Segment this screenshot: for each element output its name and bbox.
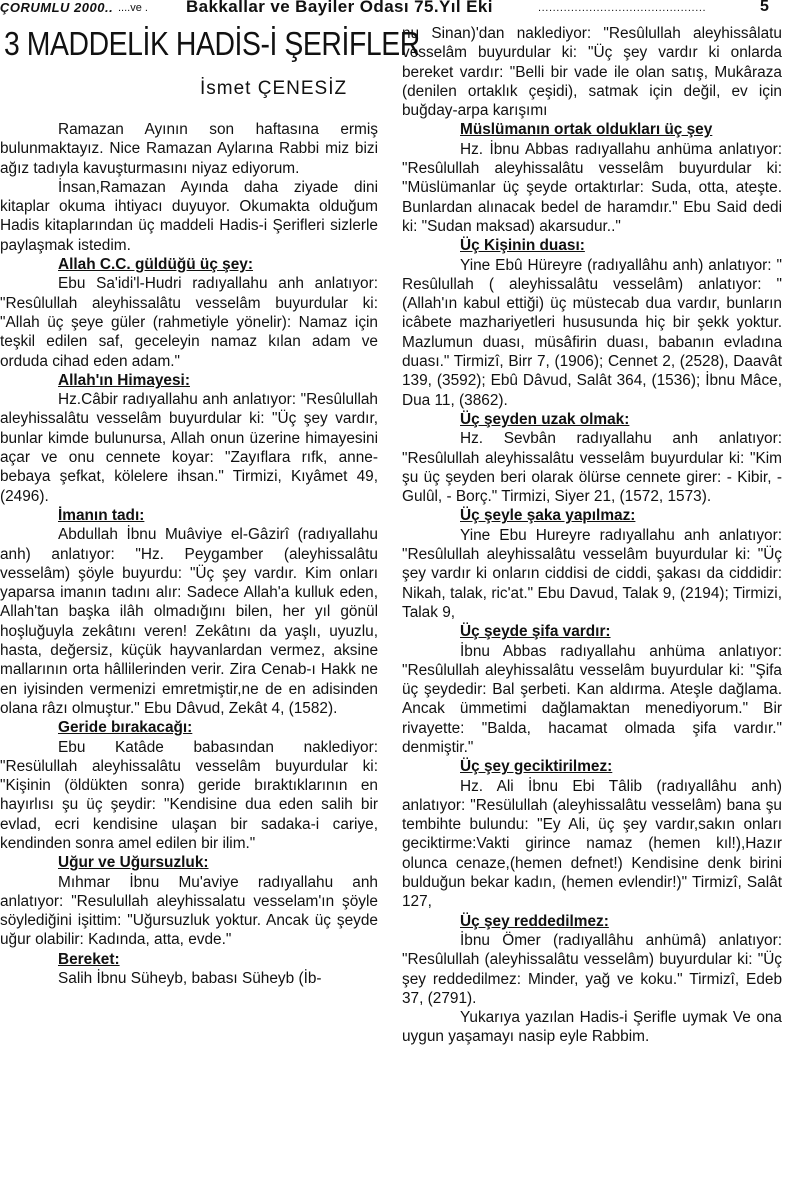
header-title: Bakkallar ve Bayiler Odası 75.Yıl Eki: [186, 0, 493, 16]
section-heading: Üç şeyle şaka yapılmaz:: [460, 507, 636, 525]
paragraph: Abdullah İbnu Muâviye el-Gâzirî (radıyallahu anh) anlatıyor: "Hz. Peygamber (aleyhissalâtu vesselâm) şöyle buyurdu: "Üç şey vardır. Kim onları yaparsa imanın tadını alır: Sadece Allah'a kulluk eden, Allah'tan başka ilâh olmadığını bilen, her yıl gönül hoşluğuyla zekâtını veren! Zekâtını da yaşlı, uyuzlu, hasta, değersiz, küçük hayvanlardan vermez, aksine mallarının orta hâllilerinden verir. Zira Cenab-ı Hakk ne en iyisinden vermenizi emretmiştir,ne de en adisinden olana râzı olmuştur." Ebu Dâvud, Zekât 4, (1582).: [0, 526, 378, 717]
paragraph: Ebu Katâde babasından naklediyor: "Resülullah aleyhissalâtu vesselâm buyurdular ki: "Kişinin (öldükten sonra) geride bıraktıklarının en hayırlısı şu üç şeydir: "Kendisine dua eden salih bir evlad, ecri kendisine ulaşan bir sadaka-i cariye, kendinden sonra amel edilen bir ilim.": [0, 738, 378, 852]
section-heading: Üç şeyde şifa vardır:: [460, 623, 611, 641]
paragraph: Hz. İbnu Abbas radıyallahu anhüma anlatıyor: "Resûlullah aleyhissalâtu vesselâm buyurdular ki: "Müslümanlar üç şeyde ortaktırlar: Suda, otta, ateşte. Bunlardan alınacak bedel de haramdır." Ebu Said dedi ki: "Sudan maksad) akarsudur..": [402, 140, 782, 235]
section-heading: Bereket:: [58, 950, 120, 968]
paragraph: Ramazan Ayının son haftasına ermiş bulunmaktayız. Nice Ramazan Aylarına Rabbi miz bizi ağız tadıyla kavuşturmasını niyaz ediyorum.: [0, 121, 378, 177]
section-heading: İmanın tadı:: [58, 506, 145, 524]
header-dots-left: ....ve .: [118, 2, 148, 14]
paragraph: Ebu Sa'idi'l-Hudri radıyallahu anh anlatıyor: "Resûlullah aleyhissalâtu vesselâm buyurdular ki: "Allah üç şeye güler (rahmetiyle yönelir): Namaz için teşkil edilen saf, geceleyin namaz kılan adam ve orduda cihad eden adam.": [0, 275, 378, 370]
header-dots-right: ..............................................: [538, 2, 707, 14]
paragraph: Hz.Câbir radıyallahu anh anlatıyor: "Resûlullah aleyhissalâtu vesselâm buyurdular ki: "Üç şey vardır, bunlar kimde bulunursa, Allah onun üzerine himayesini açar ve onu cennete koyar: "Zayıflara rıfk, anne-bebaya şefkat, kölelere ihsan." Tirmizi, Kıyâmet 49, (2496).: [0, 391, 378, 505]
newspaper-logo: ÇORUMLU 2000..: [0, 0, 114, 15]
right-column: [402, 24, 782, 1047]
left-column: [0, 120, 378, 988]
paragraph: Salih İbnu Süheyb, babası Süheyb (İb-: [58, 970, 322, 988]
section-heading: Allah'ın Himayesi:: [58, 371, 190, 389]
paragraph: Hz. Sevbân radıyallahu anh anlatıyor: "Resûlullah aleyhissalâtu vesselâm buyurdular ki: "Kim şu üç şeyden beri olarak ölürse cennete girer: - Kibir, - Gulûl, - Borç." Tirmizi, Siyer 21, (1572, 1573).: [402, 430, 782, 506]
paragraph: İnsan,Ramazan Ayında daha ziyade dini kitaplar okuma ihtiyacı duyuyor. Okumakta olduğum Hadis kitaplarından üç maddeli Hadis-i Şerifleri sizlerle paylaşmak istedim.: [0, 178, 378, 254]
section-heading: Üç şeyden uzak olmak:: [460, 410, 630, 428]
paragraph: Yine Ebu Hureyre radıyallahu anh anlatıyor: "Resûlullah aleyhissalâtu vesselâm buyurdular ki: "Üç şey vardır ki onların ciddisi de ciddi, şakası da ciddidir: Nikah, talak, ric'at." Ebu Davud, Talak 9, (2194); Tirmizi, Talak 9,: [402, 526, 782, 621]
section-heading: Uğur ve Uğursuzluk:: [58, 854, 209, 872]
section-heading: Üç Kişinin duası:: [460, 237, 585, 255]
section-heading: Müslümanın ortak oldukları üç şey: [460, 121, 713, 139]
paragraph: Mıhmar İbnu Mu'aviye radıyallahu anh anlatıyor: "Resulullah aleyhissalatu vesselam'ın şöyle söylediğini işittim: "Uğursuzluk yoktur. Ancak üç şeyde uğur olabilir: Kadında, atta, evde.": [0, 873, 378, 949]
section-heading: Üç şey geciktirilmez:: [460, 758, 613, 776]
paragraph: Yine Ebû Hüreyre (radıyallâhu anh) anlatıyor: " Resûlullah ( aleyhissalâtu vesselâm) anlatıyor: "(Allah'ın kabul ettiği) üç müstecab dua vardır, bunların icâbete mazhariyetleri hususunda hiç bir şekk yoktur. Mazlumun duası, müsâfirin duası, babanın evladına duası." Tirmizî, Birr 7, (1906); Cennet 2, (2528), Daavât 139, (3592); Ebû Dâvud, Salât 364, (1536); İbnu Mâce, Dua 11, (3862).: [402, 256, 782, 409]
paragraph: Yukarıya yazılan Hadis-i Şerifle uymak Ve ona uygun yaşamayı nasip eyle Rabbim.: [402, 1009, 782, 1046]
section-heading: Geride bırakacağı:: [58, 719, 193, 737]
article-author: İsmet ÇENESİZ: [200, 78, 348, 99]
section-heading: Allah C.C. güldüğü üç şey:: [58, 256, 253, 274]
paragraph-continued: nu Sinan)'dan naklediyor: "Resûlullah aleyhissâlatu vesselâm buyurdular ki: "Üç şey vardır ki onlarda bereket vardır: "Belli bir vade ile olan satış, Mukâraza (denilen ortaklık çeşidi), satmak için değil, ev için buğday-arpa karışımı: [402, 25, 782, 120]
page-header: [0, 0, 785, 18]
paragraph: İbnu Abbas radıyallahu anhüma anlatıyor: "Resûlullah aleyhissalâtu vesselâm buyurdular ki: "Şifa üç şeydedir: Bal şerbeti. Kan aldırma. Ateşle dağlama. Ancak ümmetimi dağlamaktan menediyorum." Bir rivayette: "Balda, hacamat olmada şifa vardır." denmiştir.": [402, 642, 782, 756]
paragraph: İbnu Ömer (radıyallâhu anhümâ) anlatıyor: "Resûlullah (aleyhissalâtu vesselâm) buyurdular ki: "Üç şey reddedilmez: Minder, yağ ve koku." Tirmizî, Edeb 37, (2791).: [402, 931, 782, 1007]
page-number: 5: [760, 0, 769, 15]
article-title: 3 MADDELİK HADİS-İ ŞERİFLER: [4, 25, 420, 62]
paragraph: Hz. Ali İbnu Ebi Tâlib (radıyallâhu anh) anlatıyor: "Resülullah (aleyhissalâtu vesselâm) bana şu tembihte bulundu: "Ey Ali, üç şey vardır,sakın onları geciktirme:Vakti girince namaz (hemen kıl!),Hazır olunca cenaze,(hemen defnet!) Kendisine denk birini bulduğun bekar kadın, (hemen evlendir!)" Tirmizî, Salât 127,: [402, 777, 782, 911]
section-heading: Üç şey reddedilmez:: [460, 912, 609, 930]
